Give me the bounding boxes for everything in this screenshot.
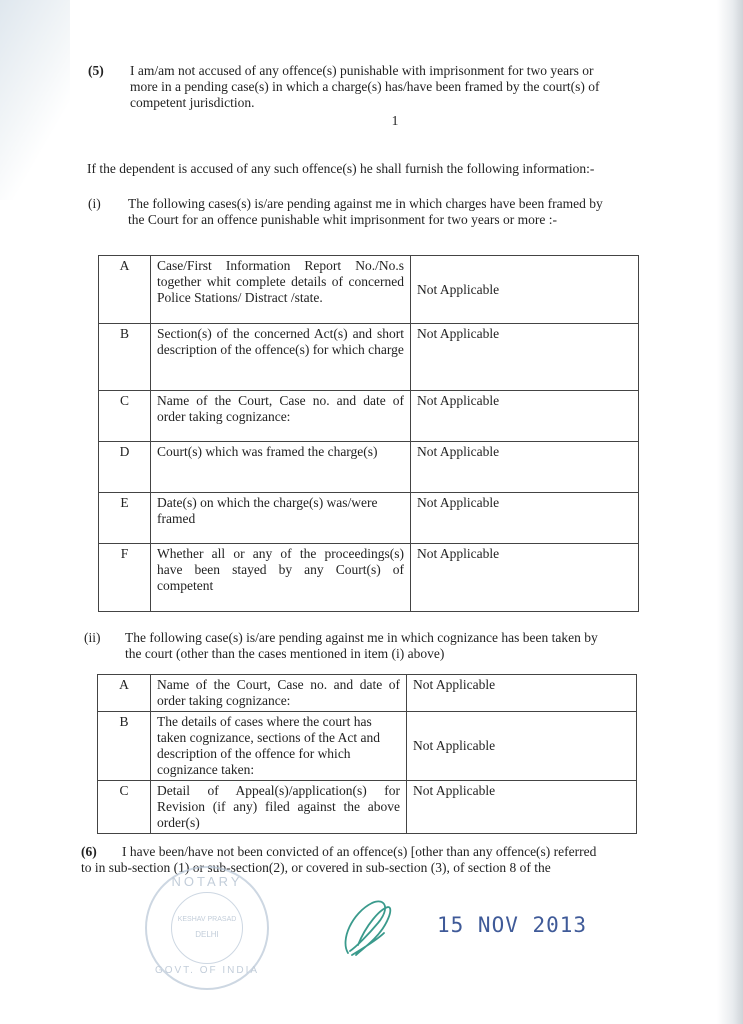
page-edge-shadow bbox=[717, 0, 743, 1024]
part-ii-number: (ii) bbox=[84, 630, 101, 645]
table-row bbox=[99, 544, 639, 612]
row-label: A bbox=[98, 675, 151, 712]
row-value: Not Applicable bbox=[411, 256, 639, 324]
row-label: A bbox=[99, 256, 151, 324]
seal-name: KESHAV PRASAD bbox=[177, 916, 237, 923]
signature bbox=[338, 895, 398, 960]
row-description: The details of cases where the court has taken cognizance, sections of the Act and description of the offence for which cognizance taken: bbox=[151, 712, 407, 781]
table-row bbox=[98, 712, 637, 781]
row-label: B bbox=[99, 324, 151, 391]
row-label: C bbox=[98, 781, 151, 834]
item6-number: (6) bbox=[81, 844, 97, 859]
notary-seal-inner-ring bbox=[171, 892, 243, 964]
table-row bbox=[99, 256, 639, 324]
page-corner-shadow bbox=[0, 0, 70, 200]
row-value: Not Applicable bbox=[411, 324, 639, 391]
row-label: D bbox=[99, 442, 151, 493]
row-value: Not Applicable bbox=[411, 493, 639, 544]
row-value: Not Applicable bbox=[407, 781, 637, 834]
item6-line-1: I have been/have not been convicted of an offence(s) [other than any offence(s) referred bbox=[122, 844, 597, 859]
row-description: Name of the Court, Case no. and date of order taking cognizance: bbox=[151, 675, 407, 712]
table-row bbox=[99, 324, 639, 391]
pending-charges-table bbox=[98, 255, 639, 612]
page-number: 1 bbox=[391, 113, 399, 128]
row-description: Case/First Information Report No./No.s together whit complete details of concerned Police Stations/ Distract /state. bbox=[151, 256, 411, 324]
part-ii-line-1: The following case(s) is/are pending against me in which cognizance has been taken by bbox=[125, 630, 598, 645]
part-i-line-2: the Court for an offence punishable whit imprisonment for two years or more :- bbox=[128, 212, 558, 227]
table-row bbox=[98, 675, 637, 712]
seal-bottom-text: GOVT. OF INDIA bbox=[154, 965, 260, 976]
part-i-line-1: The following cases(s) is/are pending against me in which charges have been framed by bbox=[128, 196, 603, 211]
row-description: Detail of Appeal(s)/application(s) for Revision (if any) filed against the above order(s) bbox=[151, 781, 407, 834]
item5-line-2: more in a pending case(s) in which a charge(s) has/have been framed by the court(s) of bbox=[130, 79, 600, 94]
row-value: Not Applicable bbox=[407, 712, 637, 781]
seal-top-text: NOTARY bbox=[171, 874, 243, 889]
row-value: Not Applicable bbox=[411, 391, 639, 442]
item5-line-1: I am/am not accused of any offence(s) punishable with imprisonment for two years or bbox=[130, 63, 594, 78]
seal-city: DELHI bbox=[195, 930, 219, 939]
row-value: Not Applicable bbox=[411, 442, 639, 493]
part-ii-line-2: the court (other than the cases mentioned in item (i) above) bbox=[125, 646, 445, 661]
row-description: Name of the Court, Case no. and date of order taking cognizance: bbox=[151, 391, 411, 442]
notary-seal bbox=[145, 866, 269, 990]
item5-number: (5) bbox=[88, 63, 104, 78]
row-description: Date(s) on which the charge(s) was/were framed bbox=[151, 493, 411, 544]
table-row bbox=[99, 493, 639, 544]
row-label: C bbox=[99, 391, 151, 442]
item6-line-2: to in sub-section (1) or sub-section(2), or covered in sub-section (3), of section 8 of the bbox=[81, 860, 551, 875]
row-value: Not Applicable bbox=[411, 544, 639, 612]
row-description: Court(s) which was framed the charge(s) bbox=[151, 442, 411, 493]
row-value: Not Applicable bbox=[407, 675, 637, 712]
row-label: E bbox=[99, 493, 151, 544]
row-description: Section(s) of the concerned Act(s) and short description of the offence(s) for which charge bbox=[151, 324, 411, 391]
table-row bbox=[99, 391, 639, 442]
dependent-note: If the dependent is accused of any such offence(s) he shall furnish the following information:- bbox=[87, 161, 595, 176]
table-row bbox=[99, 442, 639, 493]
item5-line-3: competent jurisdiction. bbox=[130, 95, 255, 110]
part-i-number: (i) bbox=[88, 196, 101, 211]
row-label: F bbox=[99, 544, 151, 612]
row-description: Whether all or any of the proceedings(s) have been stayed by any Court(s) of competent bbox=[151, 544, 411, 612]
table-row bbox=[98, 781, 637, 834]
date-stamp: 15 NOV 2013 bbox=[437, 913, 588, 937]
row-label: B bbox=[98, 712, 151, 781]
cognizance-table bbox=[97, 674, 637, 834]
